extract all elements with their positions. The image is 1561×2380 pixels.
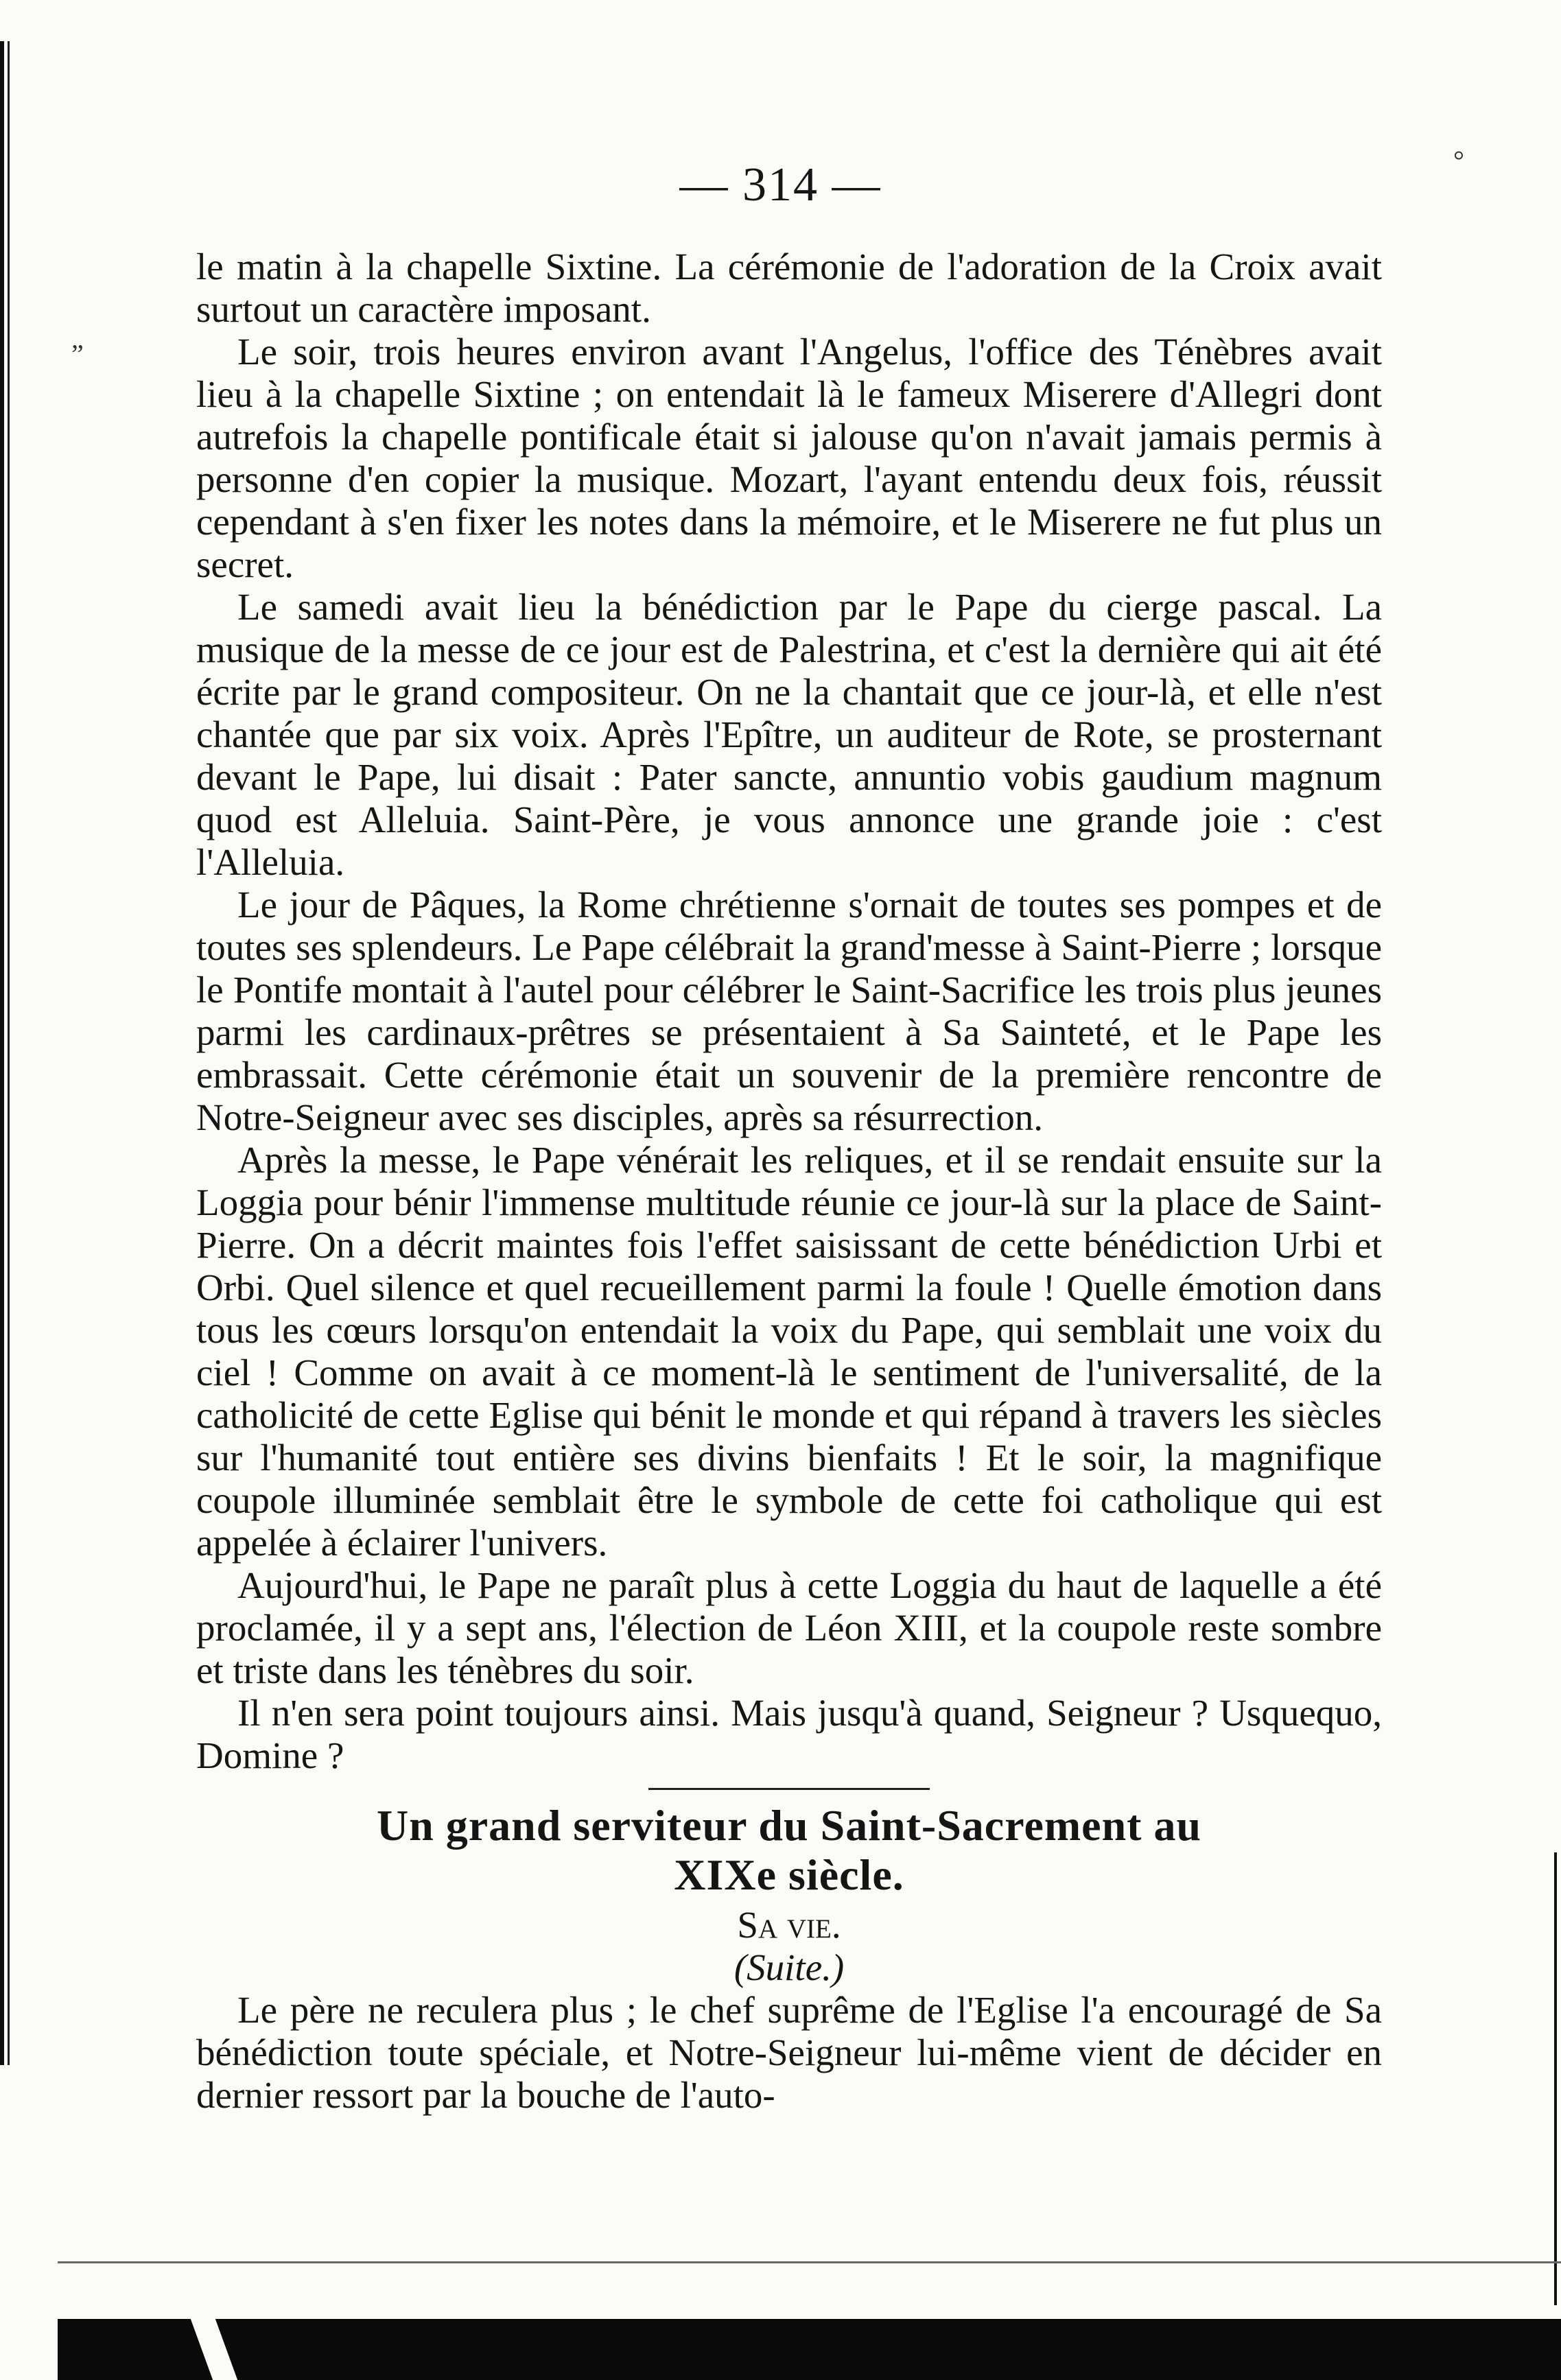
continuation-note: (Suite.) — [733, 1946, 845, 1988]
margin-mark: ° — [1453, 145, 1464, 176]
section-divider — [648, 1788, 930, 1790]
paragraph: le matin à la chapelle Sixtine. La cérémonie de l'adoration de la Croix avait surtout un caractère imposant. — [196, 246, 1382, 330]
article-body — [196, 246, 1382, 2117]
paragraph: Le soir, trois heures environ avant l'Angelus, l'office des Ténèbres avait lieu à la chapelle Sixtine ; on entendait là le fameux Miserere d'Allegri dont autrefois la chapelle pontificale était si jalouse qu'on n'avait jamais permis à personne d'en copier la musique. Mozart, l'ayant entendu deux fois, réussit cependant à s'en fixer les notes dans la mémoire, et le Miserere ne fut plus un secret. — [196, 331, 1382, 585]
paragraph: Le père ne reculera plus ; le chef suprême de l'Eglise l'a encouragé de Sa bénédiction toute spéciale, et Notre-Seigneur lui-même vient de décider en dernier ressort par la bouche de l'auto- — [196, 1989, 1382, 2116]
paragraph: Le jour de Pâques, la Rome chrétienne s'ornait de toutes ses pompes et de toutes ses splendeurs. Le Pape célébrait la grand'messe à Saint-Pierre ; lorsque le Pontife montait à l'autel pour célébrer le Saint-Sacrifice les trois plus jeunes parmi les cardinaux-prêtres se présentaient à Sa Sainteté, et le Pape les embrassait. Cette cérémonie était un souvenir de la première rencontre de Notre-Seigneur avec ses disciples, après sa résurrection. — [196, 884, 1382, 1138]
paragraph: Le samedi avait lieu la bénédiction par le Pape du cierge pascal. La musique de la messe de ce jour est de Palestrina, et c'est la dernière qui ait été écrite par le grand compositeur. On ne la chantait que ce jour-là, et elle n'est chantée que par six voix. Après l'Epître, un auditeur de Rote, se prosternant devant le Pape, lui disait : Pater sancte, annuntio vobis gaudium magnum quod est Alleluia. Saint-Père, je vous annonce une grande joie : c'est l'Alleluia. — [196, 586, 1382, 883]
paragraph: Il n'en sera point toujours ainsi. Mais jusqu'à quand, Seigneur ? Usquequo, Domine ? — [196, 1692, 1382, 1776]
scan-border-bottom — [58, 2319, 1561, 2380]
paragraph: Aujourd'hui, le Pape ne paraît plus à cette Loggia du haut de laquelle a été proclamée, il y a sept ans, l'élection de Léon XIII, et la coupole reste sombre et triste dans les ténèbres du soir. — [196, 1564, 1382, 1691]
section-subtitle: Sa vie. — [737, 1904, 841, 1946]
section-heading: Un grand serviteur du Saint-Sacrement au — [376, 1801, 1202, 1850]
page-edge-left — [0, 41, 15, 2065]
margin-mark: „ — [71, 323, 84, 354]
section-heading-line2: XIXe siècle. — [674, 1850, 904, 1899]
page-number: — 314 — — [679, 158, 882, 211]
paragraph: Après la messe, le Pape vénérait les reliques, et il se rendait ensuite sur la Loggia pour bénir l'immense multitude réunie ce jour-là sur la place de Saint-Pierre. On a décrit maintes fois l'effet saisissant de cette bénédiction Urbi et Orbi. Quel silence et quel recueillement parmi la foule ! Quelle émotion dans tous les cœurs lorsqu'on entendait la voix du Pape, qui semblait une voix du ciel ! Comme on avait à ce moment-là le sentiment de l'universalité, de la catholicité de cette Eglise qui bénit le monde et qui répand à travers les siècles sur l'humanité tout entière ses divins bienfaits ! Et le soir, la magnifique coupole illuminée semblait être le symbole de cette foi catholique qui est appelée à éclairer l'univers. — [196, 1139, 1382, 1564]
page-edge-right — [1549, 1852, 1561, 2305]
bottom-rule — [58, 2261, 1561, 2263]
